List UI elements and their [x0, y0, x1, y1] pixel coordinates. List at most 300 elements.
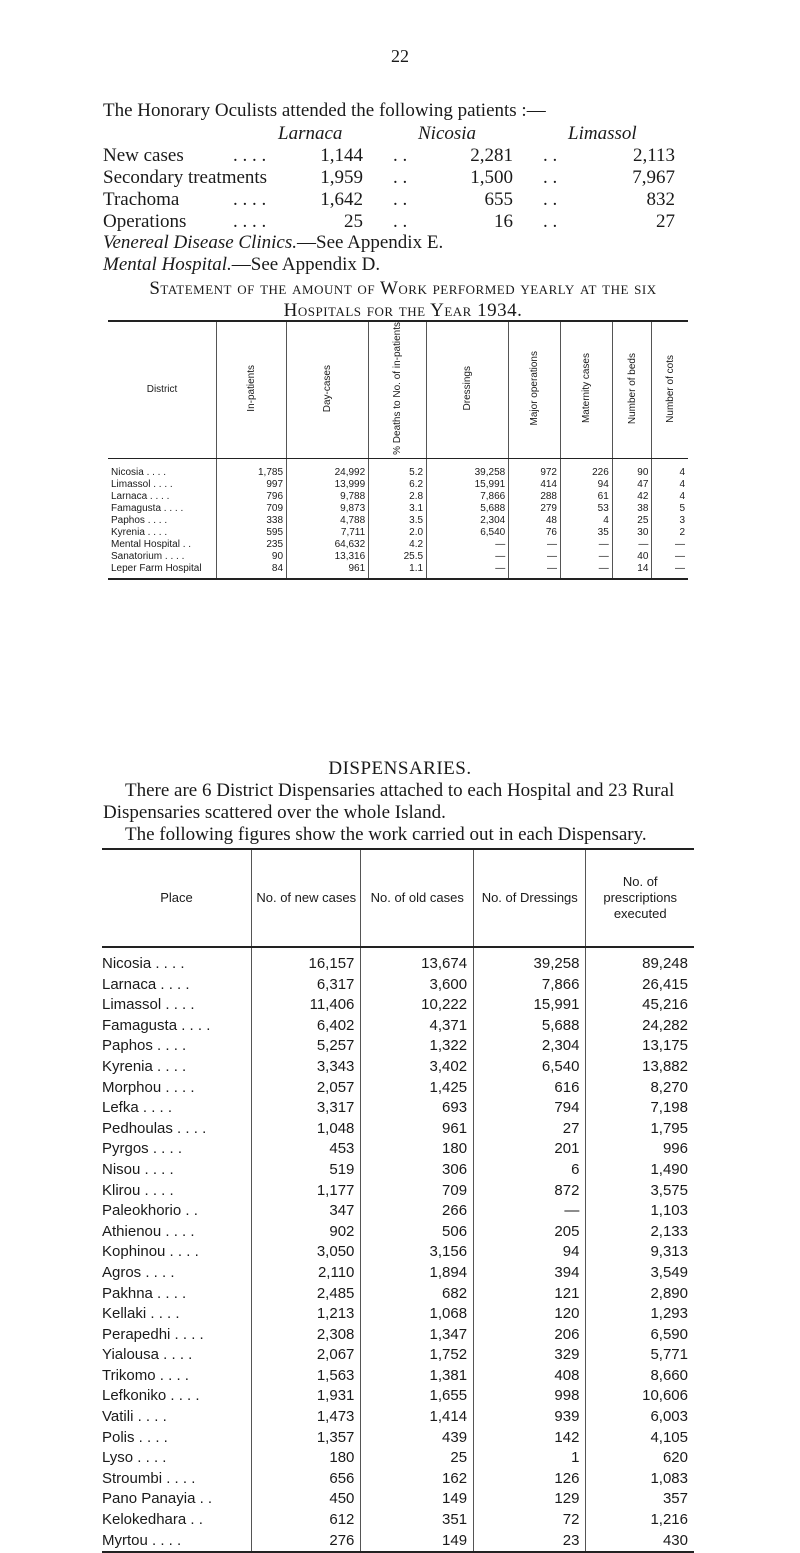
hospital-header-cell: [509, 321, 561, 458]
dispensary-row: [102, 1304, 694, 1325]
col-limassol: Limassol: [568, 123, 637, 144]
dispensary-cell: 2,890: [586, 1284, 694, 1305]
dispensary-cell: 72: [474, 1510, 586, 1531]
dispensary-cell: 5,688: [474, 1016, 586, 1037]
hospital-table: [108, 320, 688, 580]
hospital-district: Leper Farm Hospital: [108, 563, 217, 579]
dispensary-place: Limassol . . . .: [102, 996, 195, 1014]
hospital-header-label: Number of beds: [626, 352, 638, 424]
oculists-row-label: New cases: [103, 145, 184, 166]
hospital-header-label: % Deaths to No. of in-patients: [392, 322, 404, 455]
dispensary-cell: 2,067: [252, 1345, 361, 1366]
hospital-header-cell: [287, 321, 369, 458]
hospital-header-cell: [612, 321, 652, 458]
hospital-cell: 35: [561, 527, 613, 539]
oculists-row: [103, 145, 683, 167]
dispensary-row: [102, 1469, 694, 1490]
dispensary-cell: 1,931: [252, 1386, 361, 1407]
dispensary-cell: 1,490: [586, 1160, 694, 1181]
hospital-cell: 13,316: [287, 551, 369, 563]
dispensary-cell: 11,406: [252, 995, 361, 1016]
hospital-cell: 24,992: [287, 458, 369, 479]
oculists-row: [103, 211, 683, 233]
dispensary-cell: 205: [474, 1222, 586, 1243]
dispensary-table: [102, 848, 694, 1553]
hospital-row: [108, 458, 688, 479]
leader-dots: . .: [543, 211, 558, 232]
dispensary-cell: 6,590: [586, 1325, 694, 1346]
hospital-cell: —: [509, 551, 561, 563]
dispensary-place: Pano Panayia . .: [102, 1490, 213, 1508]
dispensary-cell: 94: [474, 1242, 586, 1263]
dispensary-cell: 1,473: [252, 1407, 361, 1428]
hospital-cell: —: [652, 563, 688, 579]
dispensary-place: Perapedhi . . . .: [102, 1325, 204, 1343]
dispensary-cell: 6,003: [586, 1407, 694, 1428]
hospital-cell: 5,688: [427, 503, 509, 515]
dispensaries-para1: There are 6 District Dispensaries attached to each Hospital and 23 Rural Dispensaries scattered over the whole Island.: [103, 780, 675, 823]
dispensary-place: Kophinou . . . .: [102, 1243, 199, 1261]
dispensaries-para2: The following figures show the work carried out in each Dispensary.: [125, 824, 647, 845]
dispensary-cell: 408: [474, 1366, 586, 1387]
dispensary-row: [102, 1078, 694, 1099]
dispensary-row: [102, 1242, 694, 1263]
dispensary-cell: 13,882: [586, 1057, 694, 1078]
hospital-cell: 61: [561, 491, 613, 503]
hospital-cell: 2: [652, 527, 688, 539]
dispensary-cell: 121: [474, 1284, 586, 1305]
dispensary-cell: 1,048: [252, 1119, 361, 1140]
dispensary-cell: 357: [586, 1489, 694, 1510]
venereal-text: —See Appendix E.: [297, 232, 444, 253]
dispensary-place: Vatili . . . .: [102, 1408, 167, 1426]
hospital-cell: 25.5: [369, 551, 427, 563]
dispensary-row: [102, 1407, 694, 1428]
hospital-row: [108, 527, 688, 539]
hospital-cell: 3.1: [369, 503, 427, 515]
dispensary-header-cell: No. of old cases: [361, 849, 474, 947]
dispensary-cell: 620: [586, 1448, 694, 1469]
hospital-header-cell: [427, 321, 509, 458]
hospital-header-label: In-patients: [246, 365, 257, 412]
hospital-cell: —: [561, 551, 613, 563]
leader-dots: . . . .: [233, 189, 267, 210]
hospital-cell: 709: [217, 503, 287, 515]
hospital-header-label: Dressings: [462, 366, 474, 411]
dispensary-row: [102, 1284, 694, 1305]
dispensary-place: Kyrenia . . . .: [102, 1057, 187, 1075]
dispensary-place: Paleokhorio . .: [102, 1202, 198, 1220]
dispensary-row: [102, 1098, 694, 1119]
dispensary-cell: 506: [361, 1222, 474, 1243]
oculists-row-label: Operations: [103, 211, 187, 232]
dispensary-place: Stroumbi . . . .: [102, 1469, 196, 1487]
hospital-row: [108, 515, 688, 527]
dispensary-cell: 682: [361, 1284, 474, 1305]
hospital-cell: 30: [612, 527, 652, 539]
dispensary-cell: 961: [361, 1119, 474, 1140]
hospital-cell: 226: [561, 458, 613, 479]
dispensary-header-cell: No. of Dressings: [474, 849, 586, 947]
dispensary-row: [102, 1057, 694, 1078]
dispensary-row: [102, 1016, 694, 1037]
dispensary-row: [102, 1510, 694, 1531]
dispensary-row: [102, 1201, 694, 1222]
oculists-row: [103, 189, 683, 211]
hospital-cell: 47: [612, 479, 652, 491]
dispensaries-text: [103, 780, 693, 846]
oculists-value: 1,642: [320, 189, 363, 210]
hospital-cell: 94: [561, 479, 613, 491]
hospital-district: Famagusta . . . .: [111, 502, 184, 514]
hospital-cell: 5: [652, 503, 688, 515]
dispensary-cell: 9,313: [586, 1242, 694, 1263]
hospital-cell: 90: [217, 551, 287, 563]
dispensary-cell: 3,050: [252, 1242, 361, 1263]
hospital-header-cell: [369, 321, 427, 458]
dispensary-cell: 149: [361, 1489, 474, 1510]
hospital-cell: 4,788: [287, 515, 369, 527]
dispensary-cell: 3,156: [361, 1242, 474, 1263]
dispensary-cell: 1,213: [252, 1304, 361, 1325]
hospital-row: [108, 551, 688, 563]
dispensary-header-cell: No. of new cases: [252, 849, 361, 947]
statement-title-line1: Statement of the amount of Work performed yearly at the six: [149, 278, 657, 299]
hospital-cell: 235: [217, 539, 287, 551]
dispensary-cell: 1,894: [361, 1263, 474, 1284]
leader-dots: . .: [393, 145, 408, 166]
dispensary-cell: 351: [361, 1510, 474, 1531]
dispensary-cell: 27: [474, 1119, 586, 1140]
dispensary-cell: 3,343: [252, 1057, 361, 1078]
hospital-cell: 3.5: [369, 515, 427, 527]
appendix-references: [103, 232, 443, 276]
leader-dots: . .: [543, 167, 558, 188]
dispensary-cell: 1,068: [361, 1304, 474, 1325]
hospital-cell: —: [561, 539, 613, 551]
dispensary-cell: 89,248: [586, 947, 694, 975]
dispensary-cell: 394: [474, 1263, 586, 1284]
leader-dots: . . . .: [233, 145, 267, 166]
dispensary-cell: 180: [361, 1139, 474, 1160]
dispensary-cell: 6,317: [252, 975, 361, 996]
hospital-cell: 14: [612, 563, 652, 579]
oculists-value: 655: [484, 189, 513, 210]
dispensary-cell: 120: [474, 1304, 586, 1325]
dispensary-cell: 23: [474, 1531, 586, 1553]
oculists-intro: The Honorary Oculists attended the following patients :—: [103, 100, 546, 121]
hospital-cell: 15,991: [427, 479, 509, 491]
dispensary-cell: 1,795: [586, 1119, 694, 1140]
dispensary-cell: 6,402: [252, 1016, 361, 1037]
hospital-cell: 796: [217, 491, 287, 503]
hospital-district: Mental Hospital . .: [111, 538, 192, 550]
dispensary-cell: 347: [252, 1201, 361, 1222]
hospital-cell: 3: [652, 515, 688, 527]
dispensary-cell: 6: [474, 1160, 586, 1181]
oculists-value: 25: [344, 211, 363, 232]
hospital-header-cell: [217, 321, 287, 458]
dispensary-cell: 15,991: [474, 995, 586, 1016]
dispensary-cell: 1,655: [361, 1386, 474, 1407]
dispensary-cell: 24,282: [586, 1016, 694, 1037]
hospital-cell: 4: [652, 458, 688, 479]
oculists-value: 7,967: [632, 167, 675, 188]
dispensary-cell: 1,293: [586, 1304, 694, 1325]
hospital-cell: 84: [217, 563, 287, 579]
dispensary-cell: 16,157: [252, 947, 361, 975]
dispensary-row: [102, 947, 694, 975]
dispensary-cell: 519: [252, 1160, 361, 1181]
mental-label: Mental Hospital.: [103, 254, 232, 275]
hospital-cell: 48: [509, 515, 561, 527]
dispensary-cell: 142: [474, 1428, 586, 1449]
hospital-cell: 961: [287, 563, 369, 579]
dispensary-cell: 45,216: [586, 995, 694, 1016]
dispensary-row: [102, 1531, 694, 1553]
oculists-value: 2,281: [470, 145, 513, 166]
dispensary-cell: 2,308: [252, 1325, 361, 1346]
dispensary-cell: 656: [252, 1469, 361, 1490]
dispensary-cell: 1,425: [361, 1078, 474, 1099]
hospital-cell: 9,873: [287, 503, 369, 515]
hospital-cell: 6,540: [427, 527, 509, 539]
dispensary-place: Lyso . . . .: [102, 1449, 167, 1467]
dispensary-cell: 5,257: [252, 1036, 361, 1057]
dispensary-cell: 149: [361, 1531, 474, 1553]
dispensary-cell: 10,606: [586, 1386, 694, 1407]
oculists-row: [103, 167, 683, 189]
dispensary-cell: 7,198: [586, 1098, 694, 1119]
dispensary-place: Klirou . . . .: [102, 1181, 174, 1199]
hospital-row: [108, 479, 688, 491]
hospital-cell: 5.2: [369, 458, 427, 479]
oculists-value: 2,113: [632, 145, 675, 166]
hospital-cell: 13,999: [287, 479, 369, 491]
hospital-cell: 595: [217, 527, 287, 539]
hospital-cell: —: [509, 539, 561, 551]
dispensary-cell: 3,402: [361, 1057, 474, 1078]
dispensary-place: Athienou . . . .: [102, 1222, 195, 1240]
hospital-header-label: Number of cots: [664, 354, 676, 423]
dispensary-cell: 693: [361, 1098, 474, 1119]
hospital-district: Larnaca . . . .: [111, 490, 170, 502]
dispensary-place: Nisou . . . .: [102, 1160, 174, 1178]
dispensary-row: [102, 1428, 694, 1449]
hospital-cell: 2.8: [369, 491, 427, 503]
dispensary-row: [102, 1160, 694, 1181]
dispensary-row: [102, 1366, 694, 1387]
hospital-district: Sanatorium . . . .: [111, 550, 185, 562]
dispensary-header-cell: No. of prescriptions executed: [586, 849, 694, 947]
dispensary-cell: 939: [474, 1407, 586, 1428]
hospital-cell: 2,304: [427, 515, 509, 527]
dispensary-cell: 902: [252, 1222, 361, 1243]
dispensary-cell: 794: [474, 1098, 586, 1119]
dispensary-cell: 1,381: [361, 1366, 474, 1387]
mental-text: —See Appendix D.: [231, 254, 381, 275]
dispensary-place: Yialousa . . . .: [102, 1346, 193, 1364]
dispensary-cell: 329: [474, 1345, 586, 1366]
hospital-header-label: Day-cases: [322, 364, 334, 413]
dispensary-row: [102, 1448, 694, 1469]
dispensary-cell: 1,083: [586, 1469, 694, 1490]
hospital-cell: —: [652, 551, 688, 563]
dispensary-place: Pyrgos . . . .: [102, 1140, 183, 1158]
hospital-row: [108, 563, 688, 579]
dispensary-cell: 1,322: [361, 1036, 474, 1057]
dispensary-place: Paphos . . . .: [102, 1037, 187, 1055]
dispensary-cell: 4,105: [586, 1428, 694, 1449]
statement-title: [103, 278, 703, 322]
dispensary-cell: 4,371: [361, 1016, 474, 1037]
dispensary-cell: 3,600: [361, 975, 474, 996]
hospital-row: [108, 491, 688, 503]
dispensary-cell: —: [474, 1201, 586, 1222]
dispensary-cell: 616: [474, 1078, 586, 1099]
leader-dots: . . . .: [233, 211, 267, 232]
dispensary-cell: 129: [474, 1489, 586, 1510]
leader-dots: . .: [393, 189, 408, 210]
col-nicosia: Nicosia: [418, 123, 477, 144]
dispensary-cell: 26,415: [586, 975, 694, 996]
dispensary-row: [102, 1222, 694, 1243]
oculists-row-label: Trachoma: [103, 189, 180, 210]
dispensary-place: Larnaca . . . .: [102, 975, 190, 993]
hospital-cell: 7,711: [287, 527, 369, 539]
hospital-cell: 25: [612, 515, 652, 527]
oculists-value: 832: [646, 189, 675, 210]
page-number: 22: [391, 46, 409, 66]
dispensary-cell: 206: [474, 1325, 586, 1346]
hospital-cell: 1.1: [369, 563, 427, 579]
dispensary-place: Kellaki . . . .: [102, 1305, 180, 1323]
hospital-cell: 76: [509, 527, 561, 539]
dispensary-cell: 10,222: [361, 995, 474, 1016]
hospital-cell: 4.2: [369, 539, 427, 551]
hospital-cell: —: [427, 563, 509, 579]
hospital-header-cell: District: [108, 321, 217, 458]
hospital-cell: 6.2: [369, 479, 427, 491]
leader-dots: . .: [543, 189, 558, 210]
dispensary-place: Polis . . . .: [102, 1428, 168, 1446]
dispensary-cell: 7,866: [474, 975, 586, 996]
hospital-district: Nicosia . . . .: [111, 466, 167, 478]
dispensary-cell: 306: [361, 1160, 474, 1181]
dispensary-cell: 266: [361, 1201, 474, 1222]
hospital-cell: 2.0: [369, 527, 427, 539]
oculists-header: [103, 123, 683, 145]
dispensary-row: [102, 1036, 694, 1057]
dispensary-cell: 126: [474, 1469, 586, 1490]
dispensary-place: Myrtou . . . .: [102, 1531, 252, 1553]
dispensary-place: Nicosia . . . .: [102, 955, 185, 972]
dispensary-row: [102, 1325, 694, 1346]
dispensary-row: [102, 975, 694, 996]
dispensary-cell: 1,414: [361, 1407, 474, 1428]
dispensary-cell: 430: [586, 1531, 694, 1553]
oculists-value: 1,144: [320, 145, 363, 166]
hospital-cell: —: [427, 539, 509, 551]
hospital-cell: 64,632: [287, 539, 369, 551]
dispensary-place: Lefka . . . .: [102, 1099, 173, 1117]
dispensary-cell: 2,057: [252, 1078, 361, 1099]
dispensary-place: Trikomo . . . .: [102, 1366, 189, 1384]
dispensary-cell: 1,177: [252, 1181, 361, 1202]
hospital-cell: 288: [509, 491, 561, 503]
dispensary-place: Agros . . . .: [102, 1263, 175, 1281]
dispensary-cell: 1,357: [252, 1428, 361, 1449]
dispensary-cell: 612: [252, 1510, 361, 1531]
hospital-cell: 90: [612, 458, 652, 479]
dispensary-row: [102, 1119, 694, 1140]
hospital-header-label: Maternity cases: [580, 353, 592, 424]
hospital-cell: 7,866: [427, 491, 509, 503]
hospital-cell: —: [427, 551, 509, 563]
oculists-value: 1,500: [470, 167, 513, 188]
hospital-cell: —: [561, 563, 613, 579]
dispensary-cell: 1,752: [361, 1345, 474, 1366]
dispensary-cell: 1,563: [252, 1366, 361, 1387]
leader-dots: . .: [393, 211, 408, 232]
dispensary-cell: 450: [252, 1489, 361, 1510]
hospital-district: Limassol . . . .: [111, 478, 173, 490]
hospital-cell: 1,785: [217, 458, 287, 479]
dispensary-cell: 439: [361, 1428, 474, 1449]
dispensary-row: [102, 1345, 694, 1366]
dispensary-cell: 8,270: [586, 1078, 694, 1099]
hospital-header-cell: [561, 321, 613, 458]
dispensary-cell: 2,110: [252, 1263, 361, 1284]
col-larnaca: Larnaca: [278, 123, 343, 144]
dispensary-cell: 1,103: [586, 1201, 694, 1222]
hospital-cell: 53: [561, 503, 613, 515]
dispensary-cell: 3,575: [586, 1181, 694, 1202]
dispensary-cell: 872: [474, 1181, 586, 1202]
dispensary-cell: 13,175: [586, 1036, 694, 1057]
dispensary-row: [102, 1181, 694, 1202]
hospital-cell: —: [612, 539, 652, 551]
hospital-cell: 338: [217, 515, 287, 527]
dispensary-cell: 3,317: [252, 1098, 361, 1119]
hospital-cell: 40: [612, 551, 652, 563]
hospital-header-cell: [652, 321, 688, 458]
dispensary-place: Morphou . . . .: [102, 1078, 195, 1096]
dispensary-header-cell: Place: [102, 849, 252, 947]
dispensary-row: [102, 1263, 694, 1284]
hospital-cell: 997: [217, 479, 287, 491]
hospital-cell: 279: [509, 503, 561, 515]
statement-title-line2: Hospitals for the Year 1934.: [283, 300, 523, 321]
leader-dots: . .: [543, 145, 558, 166]
hospital-cell: —: [509, 563, 561, 579]
dispensary-row: [102, 995, 694, 1016]
hospital-cell: 4: [652, 491, 688, 503]
dispensary-place: Pedhoulas . . . .: [102, 1119, 207, 1137]
dispensary-row: [102, 1489, 694, 1510]
dispensary-cell: 162: [361, 1469, 474, 1490]
hospital-cell: 9,788: [287, 491, 369, 503]
hospital-cell: 4: [561, 515, 613, 527]
hospital-cell: 39,258: [427, 458, 509, 479]
oculists-value: 27: [656, 211, 675, 232]
dispensary-cell: 2,485: [252, 1284, 361, 1305]
hospital-cell: 38: [612, 503, 652, 515]
dispensary-place: Famagusta . . . .: [102, 1016, 211, 1034]
dispensary-cell: 2,133: [586, 1222, 694, 1243]
oculists-row-label: Secondary treatments: [103, 167, 268, 188]
dispensary-cell: 39,258: [474, 947, 586, 975]
